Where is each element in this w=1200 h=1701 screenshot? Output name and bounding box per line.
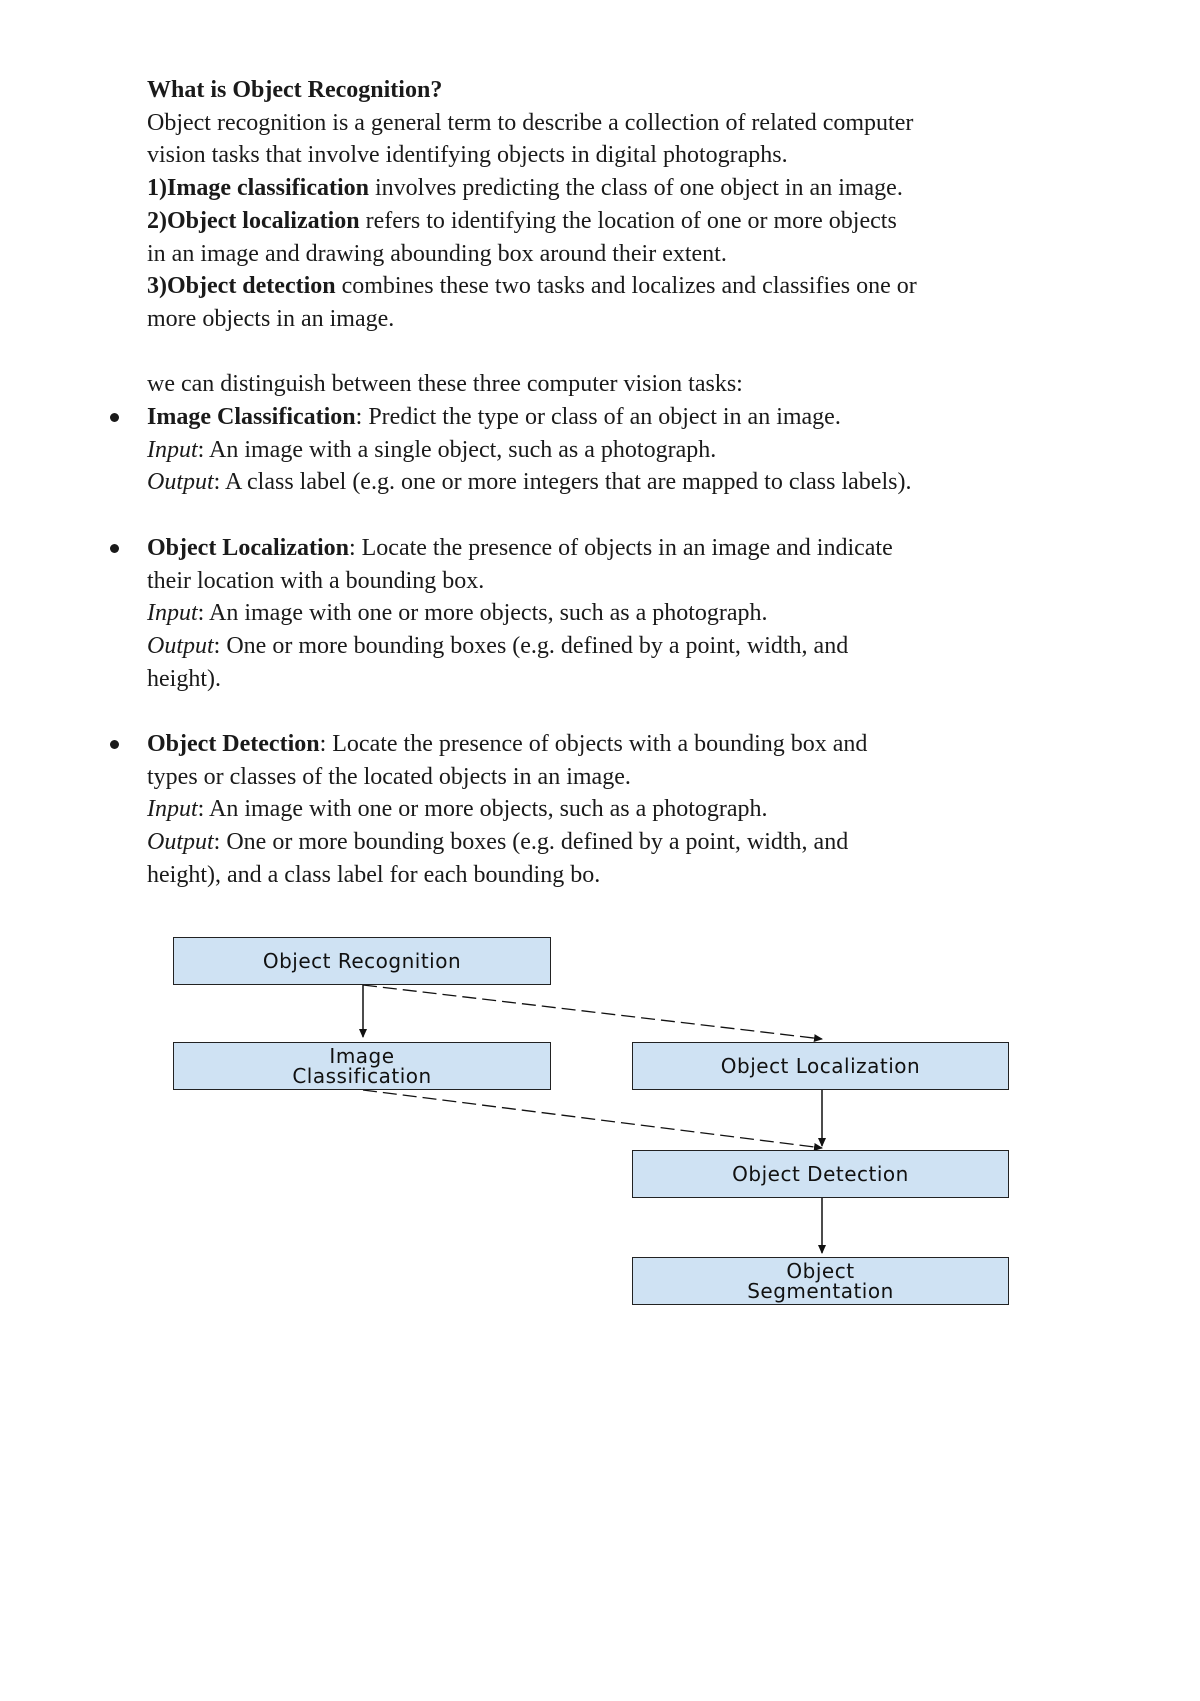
node-object-segmentation xyxy=(632,1257,1009,1305)
node-label: Object Localization xyxy=(720,1054,921,1078)
input-label: Input xyxy=(147,796,198,823)
node-image-classification xyxy=(173,1042,551,1090)
page-title: What is Object Recognition? xyxy=(147,77,443,103)
output-text: : A class label (e.g. one or more integers that are mapped to class labels). xyxy=(213,469,912,496)
node-label: Image xyxy=(329,1044,395,1068)
item-term: Object detection xyxy=(167,273,336,300)
spacer xyxy=(147,336,1087,369)
node-label: Object Detection xyxy=(732,1162,909,1186)
input-text: : An image with a single object, such as a photograph. xyxy=(197,436,717,463)
bullet-term: Image Classification xyxy=(147,404,356,431)
bullet-output xyxy=(147,826,1087,859)
intro-line-1: Object recognition is a general term to describe a collection of related computer xyxy=(147,109,914,136)
numbered-item-1 xyxy=(147,172,1087,205)
node-label: Object Recognition xyxy=(262,949,462,973)
item-term: Image classification xyxy=(167,175,369,202)
bullet-output xyxy=(147,466,1087,499)
distinguish-line: we can distinguish between these three computer vision tasks: xyxy=(147,371,743,398)
bullet-desc xyxy=(147,401,1087,434)
item-text: refers to identifying the location of one or more objects xyxy=(359,207,897,234)
bullet-desc xyxy=(147,532,1087,565)
bullet-desc-cont: types or classes of the located objects in an image. xyxy=(147,763,631,790)
input-label: Input xyxy=(147,436,198,463)
bullet-input xyxy=(147,793,1087,826)
numbered-item-3 xyxy=(147,270,1087,303)
bullet-input xyxy=(147,434,1087,467)
bullet-term: Object Detection xyxy=(147,731,320,758)
intro-line-2: vision tasks that involve identifying objects in digital photographs. xyxy=(147,142,788,169)
bullet-icon xyxy=(110,740,119,749)
spacer xyxy=(147,695,1087,728)
bullet-desc-cont: their location with a bounding box. xyxy=(147,567,485,594)
input-text: : An image with one or more objects, such as a photograph. xyxy=(197,600,768,627)
output-label: Output xyxy=(147,469,214,496)
bullet-term: Object Localization xyxy=(147,534,349,561)
document-text xyxy=(147,74,1087,892)
item-number: 3) xyxy=(147,273,167,300)
numbered-item-3-cont: more objects in an image. xyxy=(147,305,395,332)
bullet-icon xyxy=(110,413,119,422)
node-object-recognition xyxy=(173,937,551,985)
dashed-arrow-classification-to-detection xyxy=(363,1090,822,1148)
node-object-detection xyxy=(632,1150,1009,1198)
bullet-desc xyxy=(147,728,1087,761)
bullet-item-object-localization xyxy=(147,532,1087,696)
bullet-item-image-classification xyxy=(147,401,1087,499)
output-label: Output xyxy=(147,632,214,659)
bullet-output-cont: height), and a class label for each bounding bo. xyxy=(147,861,601,888)
bullet-desc-text: : Locate the presence of objects in an image and indicate xyxy=(348,534,893,561)
node-label: Classification xyxy=(292,1064,432,1088)
node-object-localization xyxy=(632,1042,1009,1090)
output-label: Output xyxy=(147,829,214,856)
output-text: : One or more bounding boxes (e.g. defined by a point, width, and xyxy=(213,632,849,659)
bullet-item-object-detection xyxy=(147,728,1087,892)
item-number: 1) xyxy=(147,175,167,202)
numbered-item-2 xyxy=(147,205,1087,238)
dashed-arrow-recognition-to-localization xyxy=(363,985,822,1039)
node-label: Object xyxy=(786,1259,855,1283)
item-number: 2) xyxy=(147,207,167,234)
bullet-output xyxy=(147,630,1087,663)
input-label: Input xyxy=(147,600,198,627)
item-term: Object localization xyxy=(167,207,360,234)
output-text: : One or more bounding boxes (e.g. defined by a point, width, and xyxy=(213,829,849,856)
item-text: combines these two tasks and localizes and classifies one or xyxy=(335,273,917,300)
item-text: involves predicting the class of one object in an image. xyxy=(368,175,903,202)
node-label: Segmentation xyxy=(747,1279,894,1303)
numbered-item-2-cont: in an image and drawing abounding box around their extent. xyxy=(147,240,727,267)
spacer xyxy=(147,499,1087,532)
bullet-desc-text: : Locate the presence of objects with a bounding box and xyxy=(319,731,868,758)
input-text: : An image with one or more objects, such as a photograph. xyxy=(197,796,768,823)
bullet-desc-text: : Predict the type or class of an object in an image. xyxy=(355,404,841,431)
bullet-input xyxy=(147,597,1087,630)
bullet-output-cont: height). xyxy=(147,665,221,692)
bullet-icon xyxy=(110,544,119,553)
